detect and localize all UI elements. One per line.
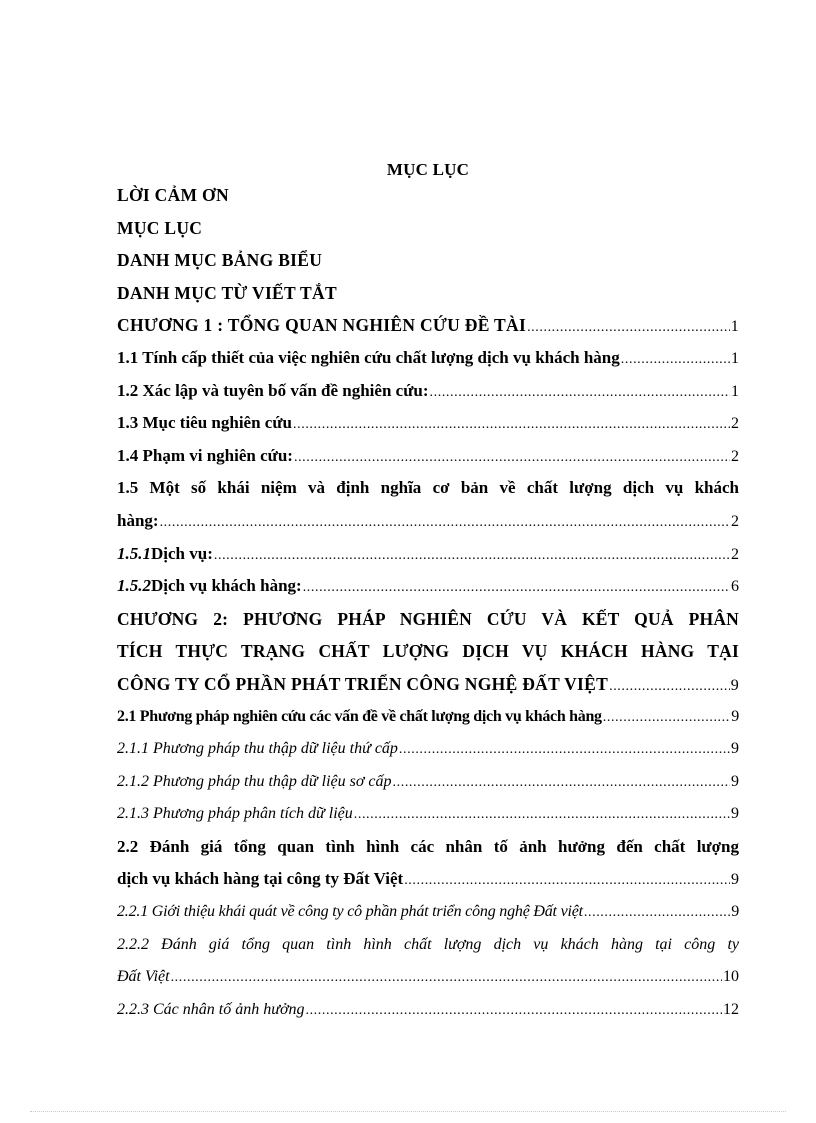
page-number: 2	[731, 415, 739, 433]
toc-entry-chapter-2-line1: CHƯƠNG 2: PHƯƠNG PHÁP NGHIÊN CỨU VÀ KẾT QUẢ PHÂN	[117, 608, 739, 629]
toc-entry-1-2[interactable]: 1.2 Xác lập và tuyên bố vấn đề nghiên cứu: ..... 1	[117, 375, 739, 408]
page-number: 9	[731, 772, 739, 790]
toc-entry-2-2[interactable]: 2.2 Đánh giá tổng quan tình hình các nhân tố ảnh hưởng đến chất lượng dịch vụ khách hàng tại công ty Đất Việt ..... 9	[117, 831, 739, 896]
toc-entry-2-2-1[interactable]: 2.2.1 Giới thiệu khái quát về công ty cô phần phát triển công nghệ Đất việt ..... 9	[117, 896, 739, 929]
page-number: 9	[731, 707, 739, 725]
dot-leader	[293, 409, 730, 440]
dot-leader	[603, 702, 731, 734]
toc-entry-abbreviations[interactable]: DANH MỤC TỪ VIẾT TẮT	[117, 282, 337, 303]
toc-entry-list-of-tables[interactable]: DANH MỤC BẢNG BIỂU	[117, 250, 323, 271]
page-number: 10	[723, 968, 739, 986]
toc-entry-acknowledgements[interactable]: LỜI CẢM ƠN	[117, 185, 229, 205]
toc-entry-1-1[interactable]: 1.1 Tính cấp thiết của việc nghiên cứu chất lượng dịch vụ khách hàng ..... 1	[117, 342, 739, 375]
dot-leader	[430, 377, 730, 408]
dot-leader	[171, 962, 722, 994]
toc-entry-2-1-3[interactable]: 2.1.3 Phương pháp phân tích dữ liệu ..... 9	[117, 798, 739, 831]
toc-entry-chapter-2[interactable]: CHƯƠNG 2: PHƯƠNG PHÁP NGHIÊN CỨU VÀ KẾT QUẢ PHÂN TÍCH THỰC TRẠNG CHẤT LƯỢNG DỊCH VỤ KHÁCH HÀNG TẠI CÔNG TY CỔ PHẦN PHÁT TRIỂN CÔNG NGHỆ ĐẤT VIỆT ..... 9	[117, 603, 739, 701]
page-number: 9	[731, 740, 739, 758]
dot-leader	[393, 767, 730, 799]
dot-leader	[404, 865, 730, 896]
page-number: 9	[731, 805, 739, 823]
page-number: 9	[731, 903, 739, 921]
toc-entry-2-1[interactable]: 2.1 Phương pháp nghiên cứu các vấn đề về chất lượng dịch vụ khách hàng ..... 9	[117, 701, 739, 734]
page-number: 12	[723, 1000, 739, 1018]
toc-entry-1-3[interactable]: 1.3 Mục tiêu nghiên cứu ..... 2	[117, 407, 739, 440]
toc-entry-1-5-1[interactable]: 1.5.1 Dịch vụ: ..... 2	[117, 538, 739, 571]
dot-leader	[214, 540, 730, 571]
toc-entry-chapter-1[interactable]: CHƯƠNG 1 : TỔNG QUAN NGHIÊN CỨU ĐỀ TÀI ..... 1	[117, 309, 739, 342]
toc-entry-2-1-1[interactable]: 2.1.1 Phương pháp thu thập dữ liệu thứ cấp ..... 9	[117, 733, 739, 766]
table-of-contents	[117, 179, 739, 1026]
page-number: 2	[731, 447, 739, 465]
toc-entry-2-1-2[interactable]: 2.1.2 Phương pháp thu thập dữ liệu sơ cấp ..... 9	[117, 766, 739, 799]
toc-entry-2-2-2-line1: 2.2.2 Đánh giá tổng quan tình hình chất lượng dịch vụ khách hàng tại công ty	[117, 935, 739, 953]
dot-leader	[399, 734, 730, 766]
page-number: 2	[731, 545, 739, 563]
page-number: 9	[731, 871, 739, 889]
dot-leader	[303, 572, 730, 603]
toc-entry-1-5-2[interactable]: 1.5.2 Dịch vụ khách hàng: ..... 6	[117, 570, 739, 603]
dot-leader	[584, 897, 730, 929]
dot-leader	[621, 344, 730, 375]
toc-entry-2-2-line1: 2.2 Đánh giá tổng quan tình hình các nhân tố ảnh hưởng đến chất lượng	[117, 836, 739, 856]
page-number: 1	[730, 318, 739, 336]
page-number: 9	[730, 676, 739, 694]
dot-leader	[609, 671, 730, 701]
dot-leader	[160, 507, 730, 538]
page-number: 1	[731, 349, 739, 367]
toc-entry-2-2-3[interactable]: 2.2.3 Các nhân tố ảnh hưởng ..... 12	[117, 994, 739, 1027]
page-number: 1	[731, 382, 739, 400]
dot-leader	[527, 312, 730, 342]
toc-entry-contents[interactable]: MỤC LỤC	[117, 217, 203, 238]
toc-entry-chapter-2-line2: TÍCH THỰC TRẠNG CHẤT LƯỢNG DỊCH VỤ KHÁCH HÀNG TẠI	[117, 641, 739, 662]
page-number: 6	[731, 578, 739, 596]
page-bottom-border	[30, 1111, 786, 1112]
dot-leader	[354, 799, 730, 831]
dot-leader	[305, 995, 722, 1027]
toc-entry-2-2-2[interactable]: 2.2.2 Đánh giá tổng quan tình hình chất lượng dịch vụ khách hàng tại công ty Đất Việt ..... 10	[117, 929, 739, 994]
dot-leader	[294, 442, 730, 473]
toc-entry-1-4[interactable]: 1.4 Phạm vi nghiên cứu: ..... 2	[117, 440, 739, 473]
page-title: MỤC LỤC	[386, 160, 470, 179]
toc-entry-1-5-line1: 1.5 Một số khái niệm và định nghĩa cơ bản về chất lượng dịch vụ khách	[117, 478, 739, 498]
page-number: 2	[731, 512, 739, 530]
toc-entry-1-5[interactable]: 1.5 Một số khái niệm và định nghĩa cơ bản về chất lượng dịch vụ khách hàng: ..... 2	[117, 472, 739, 537]
